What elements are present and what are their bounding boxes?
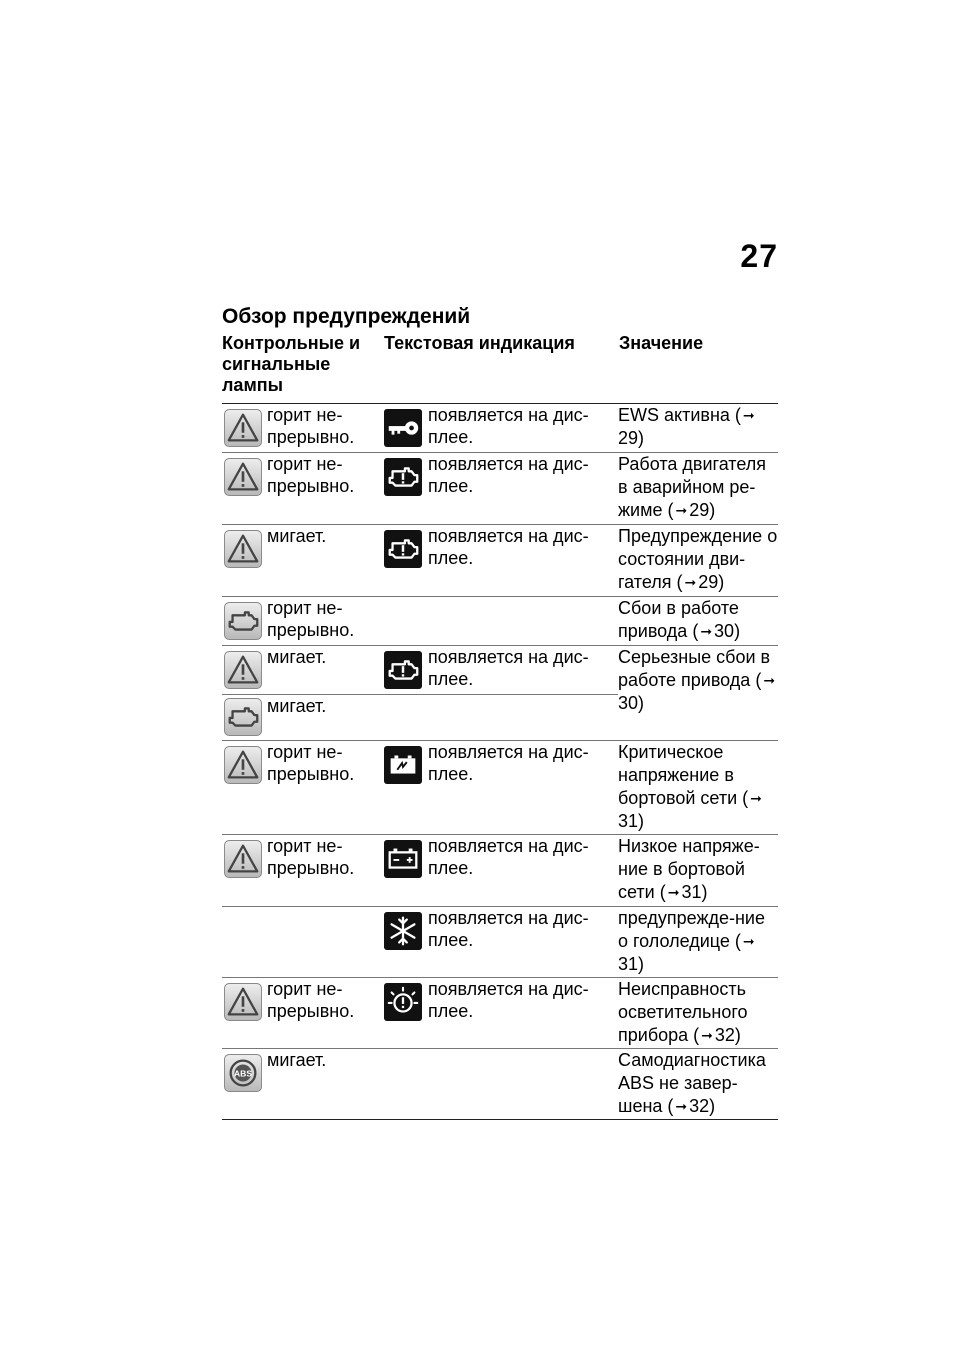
display-snowflake-icon [384, 912, 422, 950]
display-status: появляется на дис-плее. [428, 405, 589, 447]
table-body [222, 403, 778, 1119]
meaning: Неисправность осветительного прибора ( ➞ 32) [618, 979, 748, 1045]
page-ref-arrow-icon: ➞ [742, 407, 755, 423]
page-ref-arrow-icon: ➞ [700, 623, 713, 639]
meaning-text: предупрежде-ние о гололедице [618, 908, 765, 951]
meaning-text: Критическое напряжение в бортовой сети [618, 742, 738, 808]
warning-triangle-icon [224, 409, 262, 447]
engine-icon [224, 698, 262, 736]
meaning: Работа двигателя в аварийном ре-жиме ( ➞ 29) [618, 454, 767, 520]
display-battery-icon [384, 840, 422, 878]
page-ref: 32 [689, 1096, 710, 1116]
lamp-status: горит не-прерывно. [267, 836, 355, 878]
table-row [222, 596, 778, 645]
page-ref: 31 [681, 882, 702, 902]
lamp-status: мигает. [267, 1050, 327, 1070]
table-row [222, 524, 778, 596]
display-status: появляется на дис-плее. [428, 742, 589, 784]
page-ref: 32 [714, 1025, 735, 1045]
warning-triangle-icon [224, 746, 262, 784]
display-status: появляется на дис-плее. [428, 454, 589, 496]
lamp-status: мигает. [267, 647, 327, 667]
table-header [222, 333, 778, 403]
lamp-status: мигает. [267, 526, 327, 546]
display-status: появляется на дис-плее. [428, 836, 589, 878]
warnings-table [222, 333, 778, 1119]
svg-text:ABS: ABS [233, 1068, 253, 1079]
display-engine-icon [384, 530, 422, 568]
table-row [222, 1048, 778, 1119]
page-ref-arrow-icon: ➞ [684, 574, 697, 590]
page-number: 27 [740, 238, 778, 274]
page-ref-arrow-icon: ➞ [742, 933, 755, 949]
table-row [222, 645, 778, 740]
page-ref: 29 [689, 500, 710, 520]
meaning-text: Неисправность осветительного прибора [618, 979, 748, 1045]
lamp-status: мигает. [267, 696, 327, 716]
display-status: появляется на дис-плее. [428, 908, 589, 950]
meaning-text: Самодиагностика ABS не завер-шена [618, 1050, 766, 1116]
meaning-text: Низкое напряже-ние в бортовой сети [618, 836, 760, 902]
page-ref: 31 [618, 811, 639, 831]
header-display: Текстовая индикация [384, 333, 575, 353]
display-status: появляется на дис-плее. [428, 979, 589, 1021]
meaning: предупрежде-ние о гололедице ( ➞31) [618, 908, 765, 974]
table-row [222, 834, 778, 906]
page-ref-arrow-icon: ➞ [750, 790, 762, 806]
engine-icon [224, 602, 262, 640]
page-ref: 29 [618, 428, 639, 448]
meaning: Сбои в работе привода ( ➞ 30) [618, 598, 741, 641]
section-title: Обзор предупреждений [222, 305, 471, 328]
page-ref-arrow-icon: ➞ [675, 502, 688, 518]
page-ref-arrow-icon: ➞ [675, 1098, 688, 1114]
meaning: Низкое напряже-ние в бортовой сети ( ➞ 31) [618, 836, 760, 902]
page-ref-arrow-icon: ➞ [667, 884, 680, 900]
page-ref: 30 [714, 621, 735, 641]
warning-triangle-icon [224, 840, 262, 878]
meaning: Критическое напряжение в бортовой сети ( ➞31) [618, 742, 762, 831]
display-engine-icon [384, 458, 422, 496]
page-ref-arrow-icon: ➞ [701, 1027, 713, 1043]
table-row [222, 452, 778, 524]
header-meaning: Значение [619, 333, 704, 353]
warning-triangle-icon [224, 458, 262, 496]
meaning: Серьезные сбои в работе привода ( ➞30) [618, 647, 776, 713]
display-bulb-fault-icon [384, 983, 422, 1021]
warning-triangle-icon [224, 983, 262, 1021]
abs-icon [224, 1054, 262, 1092]
page-ref: 31 [618, 954, 639, 974]
display-key-icon [384, 409, 422, 447]
meaning-text: Сбои в работе привода [618, 598, 739, 641]
warning-triangle-icon [224, 530, 262, 568]
meaning-text: Работа двигателя в аварийном ре-жиме [618, 454, 767, 520]
header-lamps: Контрольные и сигнальные лампы [222, 333, 361, 395]
display-status: появляется на дис-плее. [428, 526, 589, 568]
page-ref-arrow-icon: ➞ [763, 672, 776, 688]
meaning: Предупреждение о состоянии дви-гателя ( ➞ 29) [618, 526, 778, 592]
lamp-status: горит не-прерывно. [267, 742, 355, 784]
page-ref: 30 [618, 693, 639, 713]
table-row [222, 906, 778, 977]
table-row [222, 740, 778, 834]
display-engine-icon [384, 651, 422, 689]
lamp-status: горит не-прерывно. [267, 979, 355, 1021]
display-status: появляется на дис-плее. [428, 647, 589, 689]
display-battery-critical-icon [384, 746, 422, 784]
meaning-text: Предупреждение о состоянии дви-гателя [618, 526, 778, 592]
table-row [222, 403, 778, 452]
lamp-status: горит не-прерывно. [267, 454, 355, 496]
table-row [222, 977, 778, 1048]
warning-triangle-icon [224, 651, 262, 689]
lamp-status: горит не-прерывно. [267, 405, 355, 447]
lamp-status: горит не-прерывно. [267, 598, 355, 640]
meaning: Самодиагностика ABS не завер-шена ( ➞ 32) [618, 1050, 766, 1116]
meaning: EWS активна ( ➞29) [618, 405, 755, 448]
page-ref: 29 [698, 572, 719, 592]
meaning-text: EWS активна [618, 405, 730, 425]
table-bottom-rule [222, 1119, 778, 1120]
meaning-text: Серьезные сбои в работе привода [618, 647, 771, 690]
